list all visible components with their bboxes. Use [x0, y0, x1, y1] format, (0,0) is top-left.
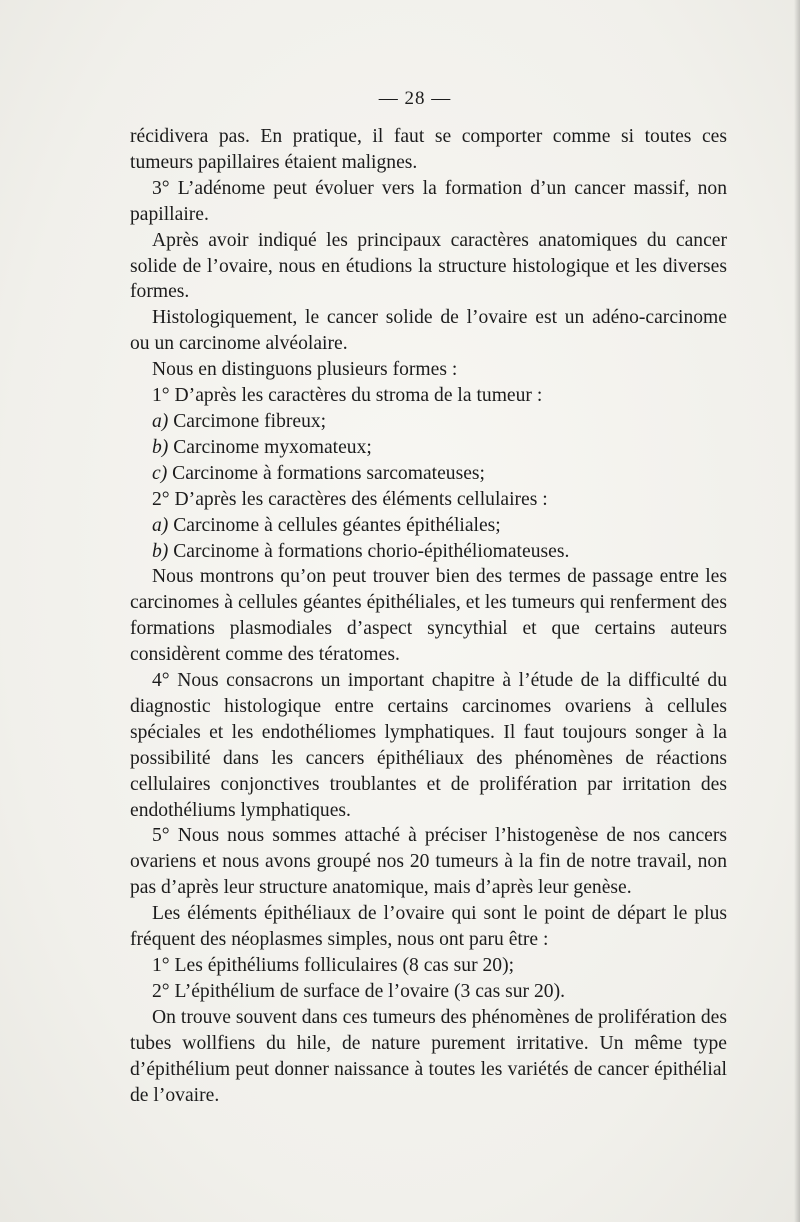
list-item-text: Carcimone fibreux; [173, 410, 327, 432]
list-item [130, 539, 727, 565]
list-item-label: a) [152, 410, 169, 432]
page-edge-shadow [794, 0, 800, 1222]
paragraph: On trouve souvent dans ces tumeurs des phénomènes de prolifération des tubes wollfiens du hile, de nature purement irritative. Un même type d’épithélium peut donner naissance à toutes les variétés de cancer épithélial de l’ovaire. [130, 1006, 727, 1106]
list-item-label: c) [152, 462, 168, 484]
list-item-text: Carcinome à cellules géantes épithéliales; [173, 514, 501, 536]
paragraph: Les éléments épithéliaux de l’ovaire qui sont le point de départ le plus fréquent des néoplasmes simples, nous ont paru être : [130, 903, 727, 951]
paragraph: 3° L’adénome peut évoluer vers la formation d’un cancer massif, non papillaire. [130, 177, 727, 225]
page-number: — 28 — [378, 88, 452, 109]
paragraph: 1° D’après les caractères du stroma de la tumeur : [152, 385, 543, 407]
paragraph: Après avoir indiqué les principaux caractères anatomiques du cancer solide de l’ovaire, nous en étudions la structure histologique et les diverses formes. [130, 229, 727, 303]
list-item [130, 513, 727, 539]
paragraph: Nous montrons qu’on peut trouver bien des termes de passage entre les carcinomes à cellules géantes épithéliales, et les tumeurs qui renferment des formations plasmodiales d’aspect syncythial et que certains auteurs considèrent comme des tératomes. [130, 566, 727, 666]
list-item [130, 461, 727, 487]
list-item-label: b) [152, 540, 169, 562]
list-item-text: Carcinome à formations chorio-épithéliomateuses. [173, 540, 570, 562]
list-item-label: b) [152, 436, 169, 458]
list-item-text: Carcinome myxomateux; [173, 436, 372, 458]
paragraph: Histologiquement, le cancer solide de l’ovaire est un adéno-carcinome ou un carcinome alvéolaire. [130, 307, 727, 355]
paragraph: 4° Nous consacrons un important chapitre à l’étude de la difficulté du diagnostic histologique entre certains carcinomes ovariens à cellules spéciales et les endothéliomes lymphatiques. Il faut toujours songer à la possibilité dans les cancers épithéliaux des phénomènes de réactions cellulaires conjonctives troublantes et de prolifération par irritation des endothéliums lymphatiques. [130, 670, 727, 821]
list-item [130, 409, 727, 435]
paragraph: Nous en distinguons plusieurs formes : [152, 359, 458, 381]
list-item-text: Carcinome à formations sarcomateuses; [172, 462, 485, 484]
list-item [130, 435, 727, 461]
paragraph: 5° Nous nous sommes attaché à préciser l’histogenèse de nos cancers ovariens et nous avons groupé nos 20 tumeurs à la fin de notre travail, non pas d’après leur structure anatomique, mais d’après leur genèse. [130, 825, 727, 899]
paragraph: 1° Les épithéliums folliculaires (8 cas sur 20); [152, 955, 515, 976]
body-text [130, 124, 727, 1108]
paragraph: 2° L’épithélium de surface de l’ovaire (3 cas sur 20). [152, 980, 565, 1002]
list-item-label: a) [152, 514, 169, 536]
paragraph: 2° D’après les caractères des éléments cellulaires : [152, 488, 548, 510]
paragraph: récidivera pas. En pratique, il faut se comporter comme si toutes ces tumeurs papillaires étaient malignes. [130, 126, 727, 173]
